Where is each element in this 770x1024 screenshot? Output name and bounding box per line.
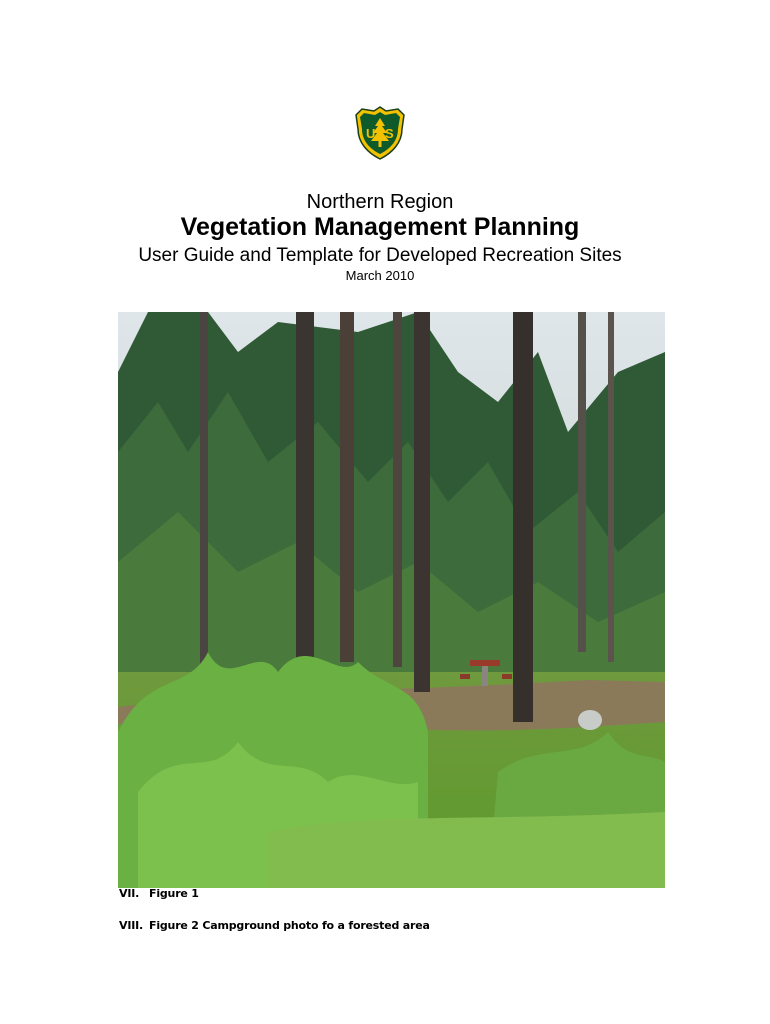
- document-title: Vegetation Management Planning: [180, 213, 580, 241]
- forest-service-logo-icon: [352, 105, 408, 161]
- caption-number: VII.: [119, 887, 140, 900]
- document-date: March 2010: [345, 268, 415, 283]
- svg-text:U: U: [366, 126, 376, 141]
- region-name: Northern Region: [306, 191, 454, 213]
- caption-text: Figure 2 Campground photo fo a forested area: [149, 919, 430, 932]
- svg-text:S: S: [385, 126, 394, 141]
- forest-campground-photo: [118, 312, 665, 888]
- caption-figure-1: [119, 887, 199, 900]
- caption-text: Figure 1: [149, 887, 199, 900]
- caption-figure-2: [119, 919, 430, 932]
- document-subtitle: User Guide and Template for Developed Recreation Sites: [138, 245, 622, 266]
- caption-number: VIII.: [119, 919, 143, 932]
